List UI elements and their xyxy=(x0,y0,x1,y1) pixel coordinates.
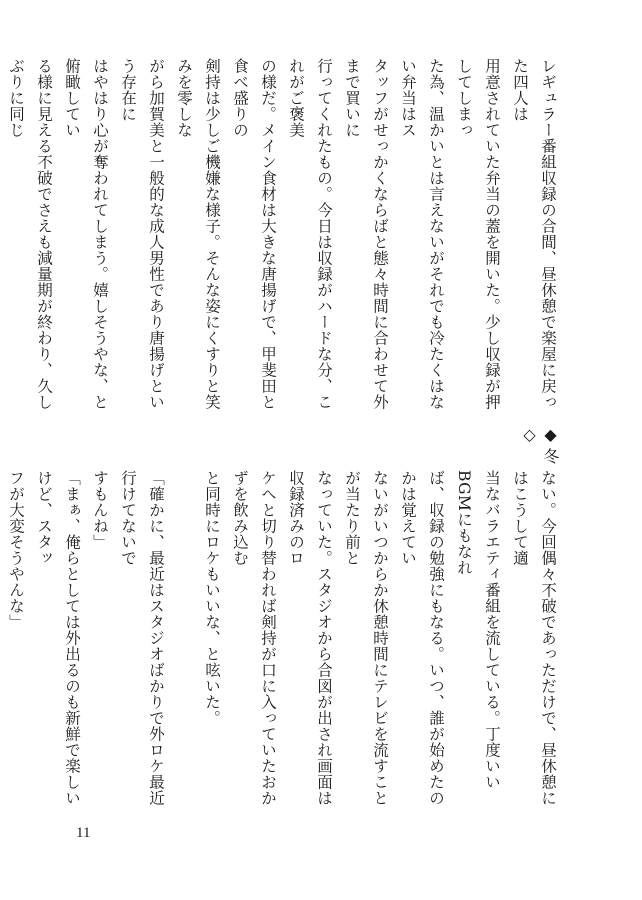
lower-right-text-block xyxy=(7,470,562,810)
upper-right-text-block xyxy=(7,58,562,418)
text-line: 「確かに、最近はスタジオばかりで外ロケ最近行けてないで xyxy=(119,470,165,806)
text-line: 用意されていた弁当の蓋を開いた。少し収録が押してしまっ xyxy=(455,58,501,410)
text-line: 当なバラエティ番組を流している。丁度いいBGMにもなれ xyxy=(455,470,501,790)
text-line: ケへと切り替われば剣持が口に入っていたおかずを飲み込む xyxy=(231,470,277,806)
text-line: た為、温かいとは言えないがそれでも冷たくはない弁当はス xyxy=(399,58,445,410)
chapter-heading: ◆冬◇ xyxy=(520,425,560,468)
text-line: はやはり心が奪われてしまう。嬉しそうやな、と俯瞰してい xyxy=(63,58,109,410)
text-line: タッフがせっかくならばと態々時間に合わせて外まで買いに xyxy=(343,58,389,410)
text-line: ば、収録の勉強にもなる。いつ、誰が始めたのかは覚えてい xyxy=(399,470,445,806)
text-line xyxy=(170,470,198,810)
text-line xyxy=(0,58,2,418)
text-line: 「まぁ、俺らとしては外出るのも新鮮で楽しいけど、スタッ xyxy=(35,470,81,806)
text-line: 行ってくれたもの。今日は収録がハードな分、これがご褒美 xyxy=(287,58,333,410)
text-line: なっていた。スタジオから合図が出され画面は収録済みのロ xyxy=(287,470,333,806)
text-line: ないがいつからか休憩時間にテレビを流すことが当たり前と xyxy=(343,470,389,806)
text-line: すもんね」 xyxy=(91,470,109,550)
text-line: 剣持は少しご機嫌な様子。そんな姿にくすりと笑みを零しな xyxy=(175,58,221,410)
text-line: と同時にロケもいいな、と呟いた。 xyxy=(203,470,221,726)
page-number: 11 xyxy=(76,825,91,841)
text-line: フが大変そうやんな」 xyxy=(7,470,25,630)
text-line: る様に見える不破でさえも減量期が終わり、久しぶりに同じ xyxy=(7,58,53,410)
text-line: ない。今回偶々不破であっただけで、昼休憩にはこうして適 xyxy=(511,470,557,806)
text-line: がら加賀美と一般的な成人男性であり唐揚げという存在に xyxy=(119,58,165,410)
text-line xyxy=(0,470,2,810)
text-line: の様だ。メイン食材は大きな唐揚げで、甲斐田と食べ盛りの xyxy=(231,58,277,410)
text-line: レギュラー番組収録の合間、昼休憩で楽屋に戻った四人は xyxy=(511,58,557,410)
